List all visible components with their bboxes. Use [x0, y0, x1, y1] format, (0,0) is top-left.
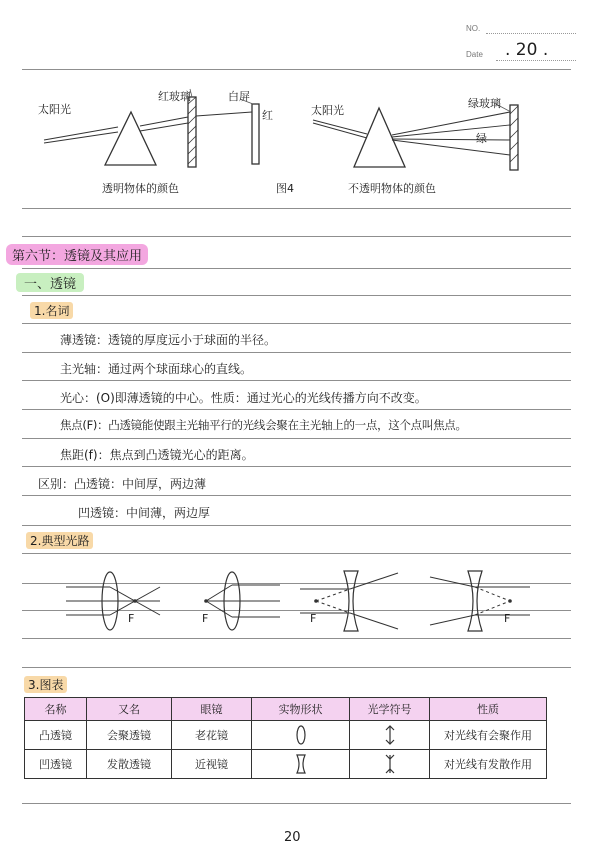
header-cell: 又名: [87, 698, 172, 721]
figure-label: 图4: [276, 182, 294, 195]
focus-label-2: F: [202, 612, 209, 625]
header-cell: 实物形状: [252, 698, 350, 721]
concave-lens-1: [344, 571, 358, 631]
lens-table: [24, 697, 547, 779]
focus-point-2: [204, 599, 208, 603]
optical-center-definition: 光心：(O)即薄透镜的中心。性质：通过光心的光线传播方向不改变。: [60, 391, 427, 405]
red-mark-label: 红: [262, 109, 273, 122]
right-out-ray: [392, 112, 510, 135]
paths-heading: 2.典型光路: [26, 532, 93, 549]
ruled-line: [22, 236, 571, 237]
ruled-line: [22, 438, 571, 439]
right-prism: [354, 108, 405, 167]
property-cell: 对光线有会聚作用: [430, 721, 547, 750]
concave-lens-2: [468, 571, 482, 631]
green-mark-label: 绿: [476, 132, 487, 145]
ruled-line: [22, 553, 571, 554]
date-value: . 20 .: [505, 40, 549, 60]
ruled-line: [22, 352, 571, 353]
thin-lens-definition: 薄透镜：透镜的厚度远小于球面的半径。: [60, 333, 277, 347]
focus-point-1: [133, 599, 137, 603]
concave-shape-icon: [294, 753, 308, 775]
alias-cell: 会聚透镜: [87, 721, 172, 750]
property-cell: 对光线有发散作用: [430, 750, 547, 779]
header-cell: 性质: [430, 698, 547, 721]
focus-label-1: F: [128, 612, 135, 625]
ruled-line: [22, 268, 571, 269]
left-caption: 透明物体的颜色: [102, 182, 179, 195]
terms-heading: 1.名词: [30, 302, 73, 319]
right-sunlight-label: 太阳光: [311, 104, 344, 117]
section-title: 第六节：透镜及其应用: [6, 244, 148, 265]
alias-cell: 发散透镜: [87, 750, 172, 779]
concave-symbol-icon: [383, 753, 397, 775]
right-sun-ray: [313, 120, 367, 134]
name-cell: 凸透镜: [25, 721, 87, 750]
table-row: [25, 750, 547, 779]
ruled-line: [22, 495, 571, 496]
right-caption: 不透明物体的颜色: [348, 182, 436, 195]
name-cell: 凹透镜: [25, 750, 87, 779]
ruled-line: [22, 803, 571, 804]
ruled-line: [22, 466, 571, 467]
light-path-diagrams: [0, 565, 589, 655]
table-row: [25, 721, 547, 750]
ruled-line: [22, 667, 571, 668]
left-sunlight-label: 太阳光: [38, 103, 71, 116]
header-cell: 名称: [25, 698, 87, 721]
symbol-cell: [350, 750, 430, 779]
white-screen-plate: [252, 104, 259, 164]
white-screen-label: 白屏: [228, 90, 250, 103]
ruled-line: [22, 380, 571, 381]
ruled-line: [22, 295, 571, 296]
ruled-line: [22, 409, 571, 410]
glasses-cell: 近视镜: [172, 750, 252, 779]
difference-concave: 凹透镜：中间薄，两边厚: [78, 506, 211, 520]
focus-label-4: F: [504, 612, 511, 625]
table-header-row: [25, 698, 547, 721]
focus-point-4: [508, 599, 512, 603]
focus-label-3: F: [310, 612, 317, 625]
focus-point-3: [314, 599, 318, 603]
convex-shape-icon: [294, 724, 308, 746]
table-heading: 3.图表: [24, 676, 67, 693]
convex-symbol-icon: [383, 724, 397, 746]
focal-length-definition: 焦距(f)：焦点到凸透镜光心的距离。: [60, 448, 254, 462]
shape-cell: [252, 721, 350, 750]
page-number: 20: [284, 830, 301, 845]
section-subtitle: 一、透镜: [16, 273, 84, 292]
glasses-cell: 老花镜: [172, 721, 252, 750]
red-glass-label: 红玻璃: [158, 90, 191, 103]
ruled-line: [22, 525, 571, 526]
left-prism: [105, 112, 156, 165]
header-cell: 光学符号: [350, 698, 430, 721]
header-cell: 眼镜: [172, 698, 252, 721]
date-label: Date: [466, 50, 483, 59]
shape-cell: [252, 750, 350, 779]
green-glass-label: 绿玻璃: [468, 97, 501, 110]
focus-definition: 焦点(F)：凸透镜能使跟主光轴平行的光线会聚在主光轴上的一点，这个点叫焦点。: [60, 418, 467, 432]
ruled-line: [22, 323, 571, 324]
no-label: NO.: [466, 24, 481, 33]
symbol-cell: [350, 721, 430, 750]
principal-axis-definition: 主光轴：通过两个球面球心的直线。: [60, 362, 253, 376]
difference-convex: 区别：凸透镜：中间厚，两边薄: [38, 477, 207, 491]
